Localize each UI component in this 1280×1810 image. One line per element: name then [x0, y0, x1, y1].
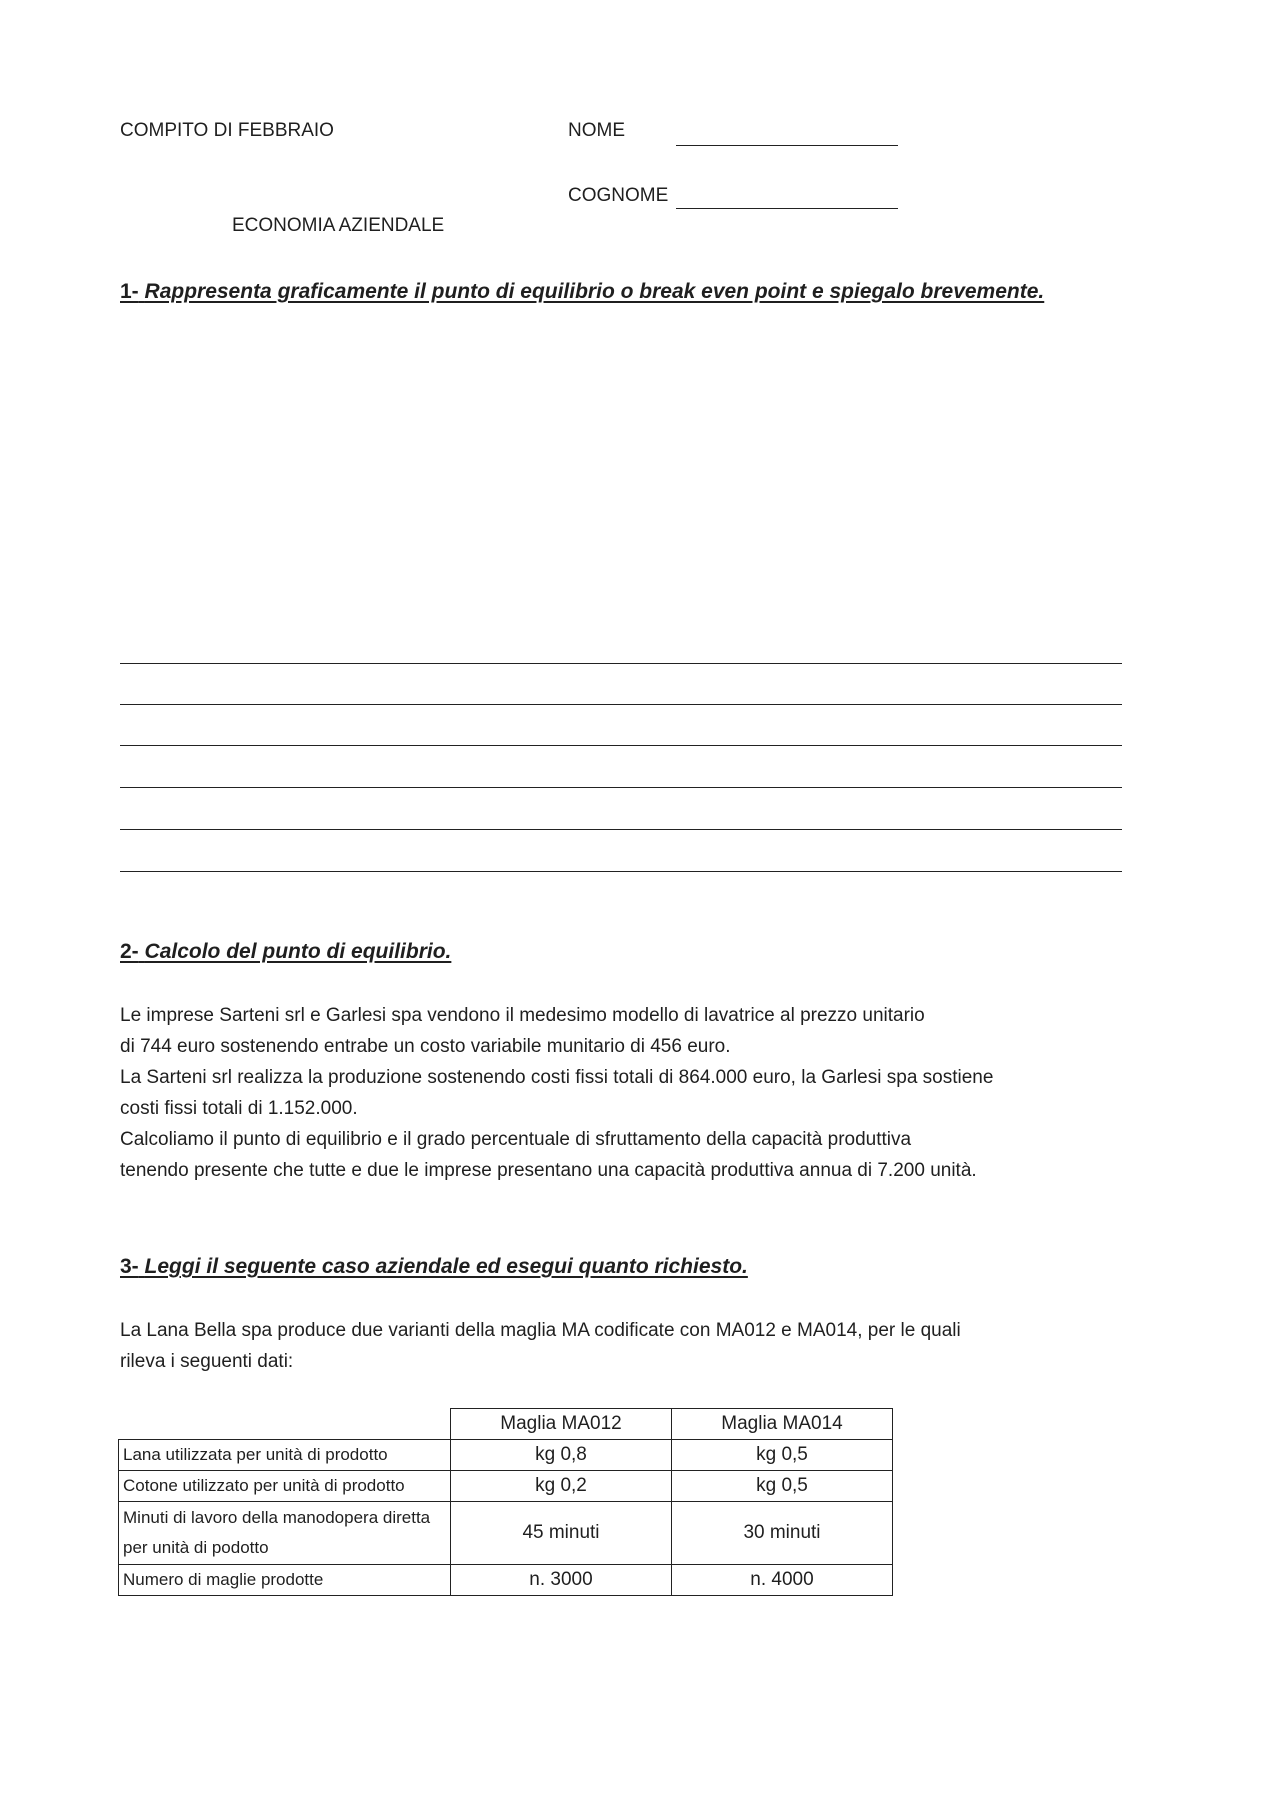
answer-area-graph[interactable]: [120, 320, 1120, 640]
row-label: Lana utilizzata per unità di prodotto: [119, 1440, 451, 1471]
paragraph-line: tenendo presente che tutte e due le imprese presentano una capacità produttiva annua di 7.200 unità.: [120, 1160, 977, 1181]
row-label: Numero di maglie prodotte: [119, 1565, 451, 1596]
row-label: Minuti di lavoro della manodopera diretta per unità di podotto: [119, 1502, 451, 1565]
question-2-number: 2-: [120, 940, 139, 963]
table-cell: 30 minuti: [672, 1502, 893, 1565]
table-row: [119, 1440, 893, 1471]
column-header: Maglia MA012: [451, 1409, 672, 1440]
paragraph-line: Calcoliamo il punto di equilibrio e il grado percentuale di sfruttamento della capacità produttiva: [120, 1129, 912, 1150]
column-header: Maglia MA014: [672, 1409, 893, 1440]
paragraph-line: costi fissi totali di 1.152.000.: [120, 1098, 358, 1119]
table-cell: n. 4000: [672, 1565, 893, 1596]
exam-title: COMPITO DI FEBBRAIO: [120, 120, 334, 141]
name-label: NOME: [568, 120, 625, 141]
question-2-text: [120, 1000, 1160, 1186]
table-corner-cell: [119, 1409, 451, 1440]
answer-line[interactable]: [120, 871, 1122, 872]
paragraph-line: Le imprese Sarteni srl e Garlesi spa vendono il medesimo modello di lavatrice al prezzo unitario: [120, 1005, 925, 1026]
table-cell: kg 0,5: [672, 1471, 893, 1502]
question-3-heading: [120, 1255, 748, 1279]
data-table: [118, 1408, 893, 1596]
paragraph-line: di 744 euro sostenendo entrabe un costo variabile munitario di 456 euro.: [120, 1036, 731, 1057]
table-header-row: [119, 1409, 893, 1440]
question-2-title: Calcolo del punto di equilibrio.: [144, 940, 452, 963]
answer-line[interactable]: [120, 704, 1122, 705]
surname-field[interactable]: [676, 208, 898, 209]
question-3-text: [120, 1315, 1160, 1377]
name-field[interactable]: [676, 145, 898, 146]
question-1-title: Rappresenta graficamente il punto di equilibrio o break even point e spiegalo brevemente.: [144, 280, 1045, 303]
paragraph-line: La Lana Bella spa produce due varianti della maglia MA codificate con MA012 e MA014, per le quali: [120, 1320, 961, 1341]
table-row: [119, 1471, 893, 1502]
answer-line[interactable]: [120, 829, 1122, 830]
subject-title: ECONOMIA AZIENDALE: [232, 215, 445, 236]
table-cell: n. 3000: [451, 1565, 672, 1596]
question-1-number: 1-: [120, 280, 139, 303]
answer-line[interactable]: [120, 745, 1122, 746]
table-row: [119, 1565, 893, 1596]
paragraph-line: rileva i seguenti dati:: [120, 1351, 294, 1372]
question-2-heading: [120, 940, 451, 964]
question-3-title: Leggi il seguente caso aziendale ed esegui quanto richiesto.: [144, 1255, 748, 1278]
table-row: [119, 1502, 893, 1565]
table-cell: 45 minuti: [451, 1502, 672, 1565]
table-cell: kg 0,8: [451, 1440, 672, 1471]
paragraph-line: La Sarteni srl realizza la produzione sostenendo costi fissi totali di 864.000 euro, la Garlesi spa sostiene: [120, 1067, 994, 1088]
answer-line[interactable]: [120, 663, 1122, 664]
answer-line[interactable]: [120, 787, 1122, 788]
question-1-heading: [120, 280, 1044, 304]
surname-label: COGNOME: [568, 185, 669, 206]
row-label: Cotone utilizzato per unità di prodotto: [119, 1471, 451, 1502]
table-cell: kg 0,5: [672, 1440, 893, 1471]
table-cell: kg 0,2: [451, 1471, 672, 1502]
question-3-number: 3-: [120, 1255, 139, 1278]
